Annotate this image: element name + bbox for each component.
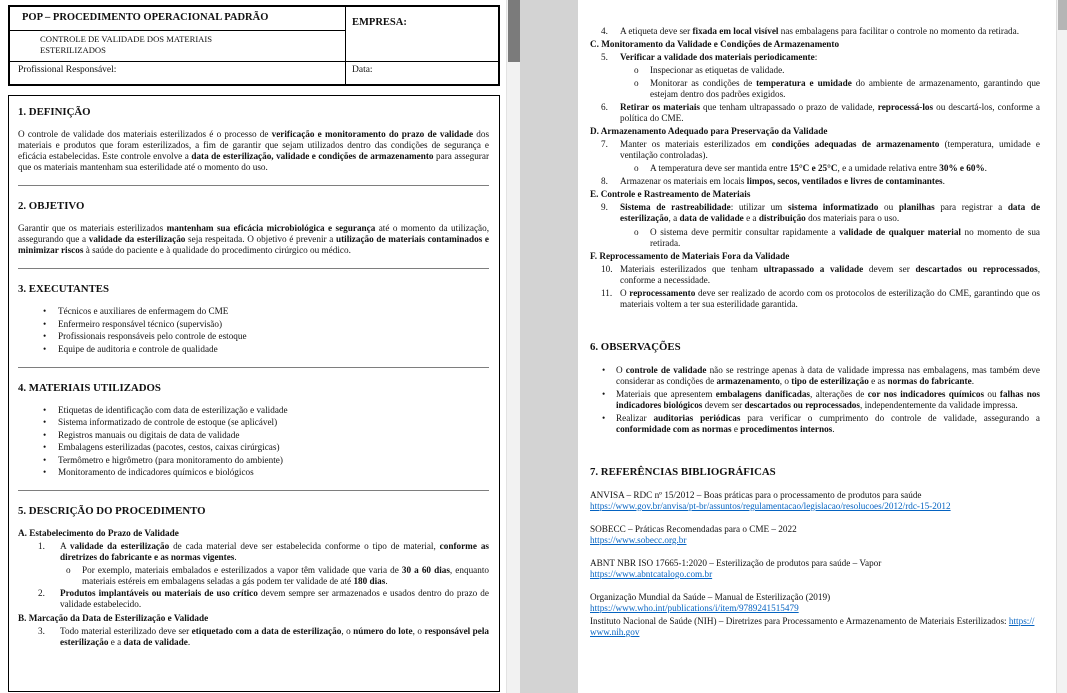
bullet-marker: o	[634, 226, 639, 237]
numbered-item	[590, 26, 1040, 37]
reference-text	[590, 490, 1040, 501]
text-segment: condições adequadas de armazenamento	[771, 139, 940, 150]
section-heading	[18, 106, 489, 119]
text-segment: descartados ou reprocessados	[915, 263, 1038, 274]
numbered-item	[18, 588, 489, 610]
sub-bullet-item	[590, 78, 1040, 100]
bullet-marker: o	[634, 163, 639, 174]
section-heading	[18, 505, 489, 518]
item-number: 10.	[601, 263, 613, 274]
reference-text	[590, 592, 1040, 603]
text-segment: seja respeitada. O objetivo é prevenir a	[185, 234, 336, 245]
text-segment: Produtos implantáveis ou materiais de uso crítico	[60, 588, 258, 599]
text-segment: Profissionais responsáveis pelo controle de estoque	[58, 331, 247, 342]
numbered-item	[18, 541, 489, 563]
text-segment: limpos, secos, ventilados e livres de contaminantes	[746, 176, 943, 187]
text-segment: 3. EXECUTANTES	[18, 283, 109, 296]
text-segment: .	[234, 552, 237, 563]
document-subtitle	[10, 31, 345, 62]
bullet-item	[590, 413, 1040, 435]
text-segment: , enquanto materiais estéreis em embalagens seladas a gás podem ter validade de até	[82, 564, 489, 586]
text-segment: O	[616, 364, 626, 375]
subsection-heading	[590, 189, 1040, 200]
text-segment: B. Marcação da Data de Esterilização e Validade	[18, 612, 209, 623]
section-divider	[18, 490, 489, 491]
text-segment: para registrar a	[934, 202, 1008, 213]
item-number: 6.	[601, 102, 608, 113]
text-segment: número do lote	[353, 625, 413, 636]
text-segment: utilização de materiais contaminados e minimizar riscos	[18, 234, 489, 256]
bullet-marker: •	[43, 454, 47, 465]
text-segment: .	[385, 575, 388, 586]
text-segment: ABNT NBR ISO 17665-1:2020 – Esterilização de produtos para saúde – Vapor	[590, 557, 882, 568]
text-segment: Sistema informatizado de controle de estoque (se aplicável)	[58, 417, 278, 428]
text-segment: conformidade com as normas	[616, 423, 732, 434]
sub-bullet-item	[590, 65, 1040, 76]
spacer	[590, 312, 1040, 328]
hyperlink[interactable]: https://www.nih.gov	[590, 616, 1035, 638]
bullet-item	[18, 331, 489, 342]
bullet-marker: •	[43, 429, 47, 440]
bullet-item	[590, 389, 1040, 411]
text-segment: , e a umidade relativa entre	[837, 163, 940, 174]
bullet-marker: •	[43, 318, 47, 329]
text-segment: responsável pela esterilização	[60, 625, 490, 647]
text-segment: , o	[412, 625, 425, 636]
bullet-marker: •	[602, 364, 606, 375]
text-segment: à saúde do paciente e à qualidade do procedimento cirúrgico ou médico.	[83, 245, 351, 256]
text-segment: , o	[341, 625, 354, 636]
text-segment: 6. OBSERVAÇÕES	[590, 340, 681, 353]
text-segment: controle de validade	[625, 364, 707, 375]
text-segment: Verificar a validade dos materiais periodicamente	[620, 52, 815, 63]
text-segment: 5. DESCRIÇÃO DO PROCEDIMENTO	[18, 505, 206, 518]
bullet-item	[18, 442, 489, 453]
text-segment: dos materiais e produtos que foram esterilizados, a fim de garantir que sejam utilizados dentro das condições de segurança e eficácia estabelecidas. Este controle envolve a	[18, 128, 490, 162]
reference-link-line	[590, 501, 1040, 512]
text-segment: sistema informatizado	[788, 202, 879, 213]
text-segment: devem ser	[702, 399, 745, 410]
bullet-item	[18, 467, 489, 478]
text-segment: devem ser	[863, 263, 916, 274]
bullet-marker: o	[634, 65, 639, 76]
bullet-item	[18, 405, 489, 416]
text-segment: Monitorar as condições de	[650, 78, 757, 89]
spacer	[590, 437, 1040, 453]
sub-bullet-item	[590, 163, 1040, 174]
text-segment: C. Monitoramento da Validade e Condições de Armazenamento	[590, 39, 840, 50]
bullet-marker: •	[43, 467, 47, 478]
text-segment: .	[187, 636, 191, 647]
bullet-marker: •	[43, 306, 47, 317]
text-segment: 30% e 60%	[939, 163, 985, 174]
text-segment: 4. MATERIAIS UTILIZADOS	[18, 381, 161, 394]
sub-bullet-item	[590, 227, 1040, 249]
text-segment: validade de qualquer material	[839, 226, 961, 237]
text-segment: para verificar o cumprimento do controle de validade, assegurando a	[740, 412, 1041, 423]
bullet-marker: •	[43, 343, 47, 354]
bullet-item	[18, 430, 489, 441]
text-segment: (temperatura, umidade e ventilação controladas).	[620, 139, 1040, 161]
text-segment: O	[620, 287, 630, 298]
text-segment: e a	[108, 636, 124, 647]
item-number: 2.	[38, 588, 45, 599]
text-segment: dos materiais para o uso.	[805, 213, 900, 224]
text-segment: A etiqueta deve ser	[620, 26, 693, 36]
text-segment: A. Estabelecimento do Prazo de Validade	[18, 528, 179, 539]
pop-header-table	[8, 5, 500, 86]
text-segment: Etiquetas de identificação com data de esterilização e validade	[58, 404, 288, 415]
text-segment: do ambiente de armazenamento, garantindo que estejam dentro dos padrões exigidos.	[650, 78, 1040, 100]
text-segment: Organização Mundial da Saúde – Manual de Esterilização (2019)	[590, 592, 831, 602]
right-page-body	[578, 0, 1056, 693]
subsection-heading	[18, 613, 489, 624]
text-segment: F. Reprocessamento de Materiais Fora da Validade	[590, 250, 790, 261]
text-segment: auditorias periódicas	[653, 412, 741, 423]
text-segment: .	[832, 423, 835, 434]
item-number: 8.	[601, 176, 608, 187]
text-segment: Técnicos e auxiliares de enfermagem do CME	[58, 306, 229, 317]
hyperlink[interactable]: https://www.sobecc.org.br	[590, 534, 687, 545]
numbered-item	[590, 52, 1040, 63]
text-segment: Inspecionar as etiquetas de validade.	[650, 65, 785, 76]
bullet-marker: •	[602, 412, 606, 423]
text-segment: D. Armazenamento Adequado para Preservação da Validade	[590, 126, 828, 137]
text-segment: reprocessamento	[629, 287, 696, 298]
bullet-marker: •	[602, 388, 606, 399]
numbered-item	[590, 288, 1040, 310]
text-segment: :	[814, 52, 818, 63]
document-title: POP – PROCEDIMENTO OPERACIONAL PADRÃO	[10, 7, 345, 31]
text-segment: Embalagens esterilizadas (pacotes, cestos, caixas cirúrgicas)	[58, 442, 280, 453]
text-segment: Instituto Nacional de Saúde (NIH) – Diretrizes para Processamento e Armazenamento de Materiais Esterilizados:	[590, 616, 1009, 627]
numbered-item	[590, 139, 1040, 161]
numbered-item	[590, 176, 1040, 187]
item-number: 3.	[38, 625, 45, 636]
text-segment: nas embalagens para facilitar o controle no momento da retirada.	[778, 26, 1020, 36]
page-right	[578, 0, 1056, 693]
section-heading	[18, 382, 489, 395]
subsection-heading	[590, 126, 1040, 137]
reference-link-line	[590, 603, 1040, 614]
left-page-body	[8, 95, 500, 692]
text-segment: 15°C e 25°C	[789, 163, 838, 174]
item-number: 5.	[601, 52, 608, 63]
text-segment: 2. OBJETIVO	[18, 200, 85, 213]
text-segment: distribuição	[758, 213, 806, 224]
subsection-heading	[18, 528, 489, 539]
text-segment: Armazenar os materiais em locais	[620, 176, 747, 187]
text-segment: falhas nos indicadores biológicos	[616, 388, 1041, 410]
text-segment: E. Controle e Rastreamento de Materiais	[590, 189, 751, 200]
text-segment: temperatura e umidade	[756, 78, 852, 89]
text-segment: planilhas	[898, 202, 935, 213]
section-divider	[18, 367, 489, 368]
bullet-marker: •	[43, 417, 47, 428]
right-vertical-scrollbar[interactable]	[1056, 0, 1067, 693]
section-heading	[18, 283, 489, 296]
section-heading	[18, 200, 489, 213]
subsection-heading	[590, 251, 1040, 262]
text-segment: devem sempre ser armazenados e usados dentro do prazo de validade estabelecido.	[60, 588, 489, 610]
bullet-item	[18, 417, 489, 428]
text-segment: data de esterilização, validade e condições de armazenamento	[191, 151, 434, 162]
bullet-item	[18, 319, 489, 330]
text-segment: , alterações de	[810, 388, 868, 399]
item-number: 1.	[38, 541, 45, 552]
bullet-marker: o	[66, 564, 71, 575]
text-segment: Manter os materiais esterilizados em	[620, 139, 772, 150]
text-segment: cor nos indicadores químicos	[867, 388, 985, 399]
text-segment: O controle de validade dos materiais esterilizados é o processo de	[18, 128, 272, 139]
text-segment: Materiais que apresentem	[616, 388, 716, 399]
hyperlink[interactable]: https://www.gov.br/anvisa/pt-br/assuntos/regulamentacao/legislacao/resolucoes/2012/rdc-15-2012	[590, 500, 951, 511]
page-gap-divider	[520, 0, 578, 693]
text-segment: Por exemplo, materiais embalados e esterilizados a vapor têm validade que varia de	[82, 564, 402, 575]
hyperlink[interactable]: https://www.abntcatalogo.com.br	[590, 568, 713, 579]
text-segment: SOBECC – Práticas Recomendadas para o CME – 2022	[590, 523, 797, 534]
text-segment: normas do fabricante	[887, 375, 972, 386]
text-segment: .	[971, 375, 974, 386]
reference-text	[590, 616, 1040, 638]
text-segment: que tenham ultrapassado o prazo de validade,	[699, 102, 878, 113]
text-segment: ANVISA – RDC nº 15/2012 – Boas práticas para o processamento de produtos para saúde	[590, 489, 922, 500]
bullet-marker: o	[634, 78, 639, 89]
numbered-item	[590, 202, 1040, 224]
section-divider	[18, 185, 489, 186]
reference-text	[590, 524, 1040, 535]
text-segment: Sistema de rastreabilidade	[620, 202, 731, 213]
text-segment: e a	[743, 213, 759, 224]
text-segment: .	[984, 163, 987, 174]
text-segment: Monitoramento de indicadores químicos e biológicos	[58, 467, 254, 478]
sub-bullet-item	[18, 565, 489, 587]
professional-label: Profissional Responsável:	[18, 65, 117, 75]
text-segment: e as	[868, 375, 888, 386]
left-vertical-scrollbar[interactable]	[506, 0, 520, 693]
numbered-item	[590, 102, 1040, 124]
subsection-heading	[590, 39, 1040, 50]
right-scrollbar-thumb[interactable]	[1058, 0, 1067, 30]
paragraph	[18, 223, 489, 256]
text-segment: 1. DEFINIÇÃO	[18, 106, 91, 118]
text-segment: ultrapassado a validade	[763, 263, 864, 274]
text-segment: verificação e monitoramento do prazo de validade	[271, 128, 474, 139]
text-segment: de cada material deve ser estabelecida conforme o tipo de material,	[169, 541, 440, 552]
text-segment: validade da esterilização	[70, 541, 170, 552]
text-segment: descartados ou reprocessados	[744, 399, 860, 410]
text-segment: O sistema deve permitir consultar rapidamente a	[650, 226, 840, 237]
section-divider	[18, 268, 489, 269]
item-number: 11.	[601, 287, 613, 298]
text-segment: 30 a 60 dias	[401, 564, 450, 575]
text-segment: : utilizar um	[730, 202, 788, 213]
text-segment: no momento de sua retirada.	[650, 226, 1041, 248]
reference-link-line	[590, 569, 1040, 580]
item-number: 4.	[601, 26, 608, 36]
page-left	[0, 0, 506, 693]
text-segment: , a	[668, 213, 680, 224]
text-segment: .	[942, 176, 945, 187]
bullet-item	[18, 455, 489, 466]
text-segment: etiquetado com a data de esterilização	[191, 625, 342, 636]
text-segment: deve ser realizado de acordo com os protocolos de esterilização do CME, garantindo que os materiais voltem a ter sua esterilidade garantida.	[620, 287, 1040, 309]
bullet-marker: •	[43, 442, 47, 453]
text-segment: Garantir que os materiais esterilizados	[18, 223, 167, 234]
numbered-item	[18, 626, 489, 648]
text-segment: data de validade	[679, 213, 744, 224]
text-segment: data de esterilização	[620, 202, 1041, 224]
reference-link-line	[590, 535, 1040, 546]
text-segment: embalagens danificadas	[715, 388, 810, 399]
text-segment: Materiais esterilizados que tenham	[620, 263, 764, 274]
paragraph	[18, 129, 489, 173]
text-segment: , independentemente da validade impressa.	[859, 399, 1018, 410]
text-segment: data de validade	[123, 636, 188, 647]
document-subtitle-text: CONTROLE DE VALIDADE DOS MATERIAIS ESTERILIZADOS	[40, 34, 213, 55]
left-scrollbar-thumb[interactable]	[508, 0, 520, 62]
text-segment: 7. REFERÊNCIAS BIBLIOGRÁFICAS	[590, 465, 776, 478]
text-segment: procedimentos internos	[740, 423, 833, 434]
text-segment: 180 dias	[353, 575, 386, 586]
section-heading	[590, 341, 1040, 354]
text-segment: reprocessá-los	[877, 102, 934, 113]
bullet-marker: •	[43, 404, 47, 415]
item-number: 7.	[601, 139, 608, 150]
text-segment: tipo de esterilização	[791, 375, 869, 386]
bullet-item	[18, 344, 489, 355]
text-segment: não se restringe apenas à data de validade impressa nas embalagens, mas também deve considerar as condições de	[616, 364, 1040, 386]
hyperlink[interactable]: https://www.who.int/publications/i/item/9789241515479	[590, 603, 799, 614]
text-segment: A	[60, 541, 71, 552]
text-segment: , o	[779, 375, 792, 386]
text-segment: validade da esterilização	[88, 234, 186, 245]
text-segment: Retirar os materiais	[620, 102, 700, 113]
text-segment: , conforme a necessidade.	[620, 263, 1040, 285]
reference-text	[590, 558, 1040, 569]
company-label: EMPRESA:	[345, 7, 498, 62]
text-segment: A temperatura deve ser mantida entre	[650, 163, 790, 174]
text-segment: fixada em local visível	[692, 26, 779, 36]
section-heading	[590, 466, 1040, 479]
text-segment: para assegurar que os materiais mantenham sua esterilidade até o momento do uso.	[18, 151, 490, 173]
text-segment: ou	[984, 388, 1000, 399]
item-number: 9.	[601, 202, 608, 213]
text-segment: ou	[878, 202, 899, 213]
text-segment: Todo material esterilizado deve ser	[60, 625, 192, 636]
text-segment: ou descartá-los, conforme a política do CME.	[620, 102, 1040, 124]
text-segment: Equipe de auditoria e controle de qualidade	[58, 343, 218, 354]
bullet-item	[18, 306, 489, 317]
text-segment: Enfermeiro responsável técnico (supervisão)	[58, 318, 223, 329]
text-segment: armazenamento	[716, 375, 780, 386]
numbered-item	[590, 264, 1040, 286]
text-segment: Registros manuais ou digitais de data de validade	[58, 429, 240, 440]
text-segment: até o momento da utilização, assegurando que a	[18, 223, 489, 245]
text-segment: mantenham sua eficácia microbiológica e segurança	[166, 223, 376, 234]
bullet-marker: •	[43, 331, 47, 342]
text-segment: Termômetro e higrômetro (para monitoramento do ambiente)	[58, 454, 283, 465]
text-segment: e	[731, 423, 741, 434]
text-segment: conforme as diretrizes do fabricante e as normas vigentes	[60, 541, 489, 563]
bullet-item	[590, 365, 1040, 387]
date-label: Data:	[345, 62, 498, 84]
text-segment: Realizar	[616, 412, 654, 423]
